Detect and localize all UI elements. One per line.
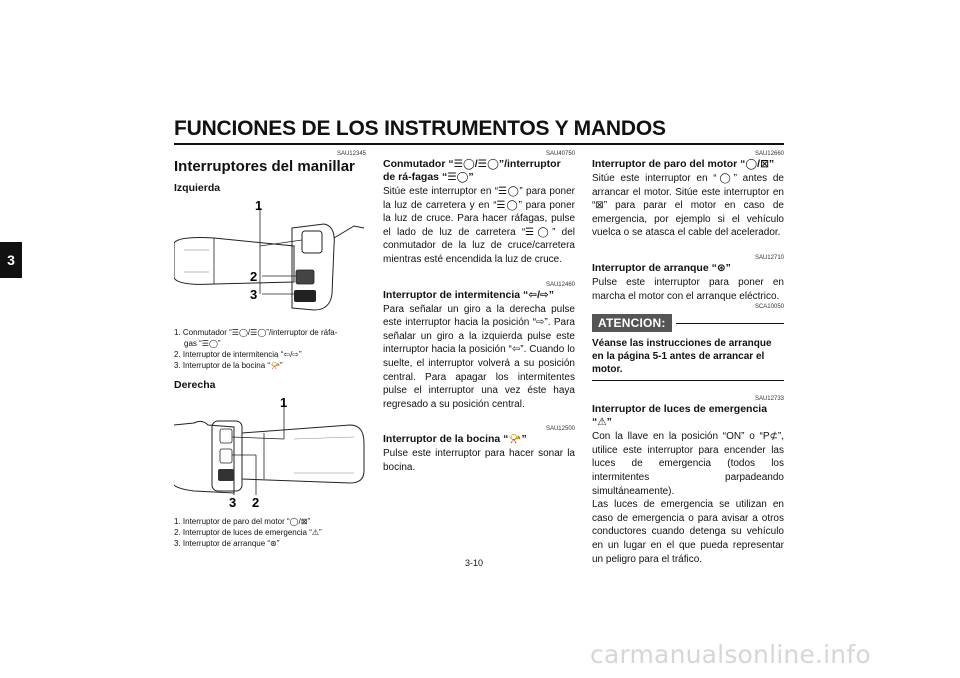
left-handlebar-illustration	[174, 198, 366, 318]
watermark: carmanualsonline.info	[590, 640, 871, 669]
atencion-header	[592, 314, 784, 332]
left-caption-1b: gas “☰◯”	[184, 339, 221, 348]
section-body: Las luces de emergencia se utilizan en caso de emergencia o para avisar a otros conductores cuando detenga su vehículo en un lugar en el que pueda representar un peligro para el tráfico.	[592, 499, 784, 565]
header-rule	[174, 143, 784, 145]
right-callout-2: 2	[252, 495, 260, 510]
chapter-tab: 3	[0, 242, 22, 278]
section-title: Conmutador “☰◯/☰◯”/interruptor de rá-fagas “☰◯”	[383, 158, 561, 183]
section-code: SAU12660	[754, 151, 784, 157]
section-title: Interruptor de arranque “⊛”	[592, 261, 731, 274]
section-body: Con la llave en la posición “ON” o “P⊄”, utilice este interruptor para encender las luces de emergencia (todos los intermitentes parpadeando simultáneamente).	[592, 431, 784, 497]
atencion-badge: ATENCION:	[592, 314, 672, 332]
section-body: Pulse este interruptor para hacer sonar la bocina.	[383, 448, 575, 473]
section-body: Sitúe este interruptor en “☰◯” para poner la luz de carretera y en “☰◯” para poner la luz de cruce. Para hacer ráfagas, pulse el lado de luz de carretera “☰◯” del conmutador de la luz de cruce/carretera mientras esté encendida la luz de cruce.	[383, 186, 575, 265]
left-caption-3: 3. Interruptor de la bocina “📯”	[174, 361, 283, 370]
right-caption-2: 2. Interruptor de luces de emergencia “⚠”	[174, 528, 322, 537]
section-title: Interruptor de paro del motor “◯/⊠”	[592, 158, 775, 170]
section-code: SAU12500	[545, 426, 575, 433]
column-3	[592, 150, 784, 566]
section-title: Interruptor de luces de emergencia “⚠”	[592, 403, 768, 429]
left-caption-1: 1. Conmutador “☰◯/☰◯”/interruptor de ráfa-	[174, 328, 338, 337]
section-code: SAU12345	[336, 151, 366, 157]
left-callout-3: 3	[250, 287, 258, 302]
section-title: Interruptores del manillar	[174, 158, 355, 175]
section-code: SAU12460	[545, 281, 575, 288]
right-caption-1: 1. Interruptor de paro del motor “◯/⊠”	[174, 517, 311, 526]
atencion-text: Véanse las instrucciones de arranque en la página 5-1 antes de arrancar el motor.	[592, 337, 784, 381]
section-body: Sitúe este interruptor en “◯” antes de arrancar el motor. Sitúe este interruptor en “⊠” para parar el motor en caso de emergencia, por ejemplo si el vehículo vuelca o se atasca el cable del acelerador.	[592, 173, 784, 239]
section-body: Pulse este interruptor para poner en marcha el motor con el arranque eléctrico.	[592, 276, 784, 302]
section-code: SAU12710	[754, 254, 784, 261]
left-callout-2: 2	[250, 269, 258, 284]
section-code: SAU40750	[545, 151, 575, 157]
section-title: Interruptor de la bocina “📯”	[383, 433, 527, 446]
column-1	[174, 150, 366, 549]
left-callout-1: 1	[255, 198, 263, 213]
atencion-rule	[676, 323, 784, 324]
right-handlebar-illustration	[174, 395, 366, 511]
section-title: Interruptor de intermitencia “⇦/⇨”	[383, 288, 555, 301]
atencion-code: SCA10050	[754, 304, 784, 311]
page-header-title: FUNCIONES DE LOS INSTRUMENTOS Y MANDOS	[174, 117, 666, 140]
right-caption-3: 3. Interruptor de arranque “⊛”	[174, 539, 280, 548]
right-callout-3: 3	[229, 495, 237, 510]
left-label: Izquierda	[174, 182, 221, 194]
section-body: Para señalar un giro a la derecha pulse este interruptor hacia la posición “⇨”. Para señalar un giro a la izquierda pulse este interruptor hacia la posición “⇦”. Cuando lo suelte, el interruptor volverá a su posición central. Para apagar los intermitentes pulse el interruptor una vez éste haya regresado a su posición central.	[383, 303, 575, 410]
right-callout-1: 1	[280, 395, 288, 410]
section-code: SAU12733	[754, 396, 784, 403]
left-caption-2: 2. Interruptor de intermitencia “⇦/⇨”	[174, 350, 302, 359]
column-2	[383, 150, 575, 475]
page-number: 3-10	[465, 558, 484, 568]
right-label: Derecha	[174, 379, 216, 391]
